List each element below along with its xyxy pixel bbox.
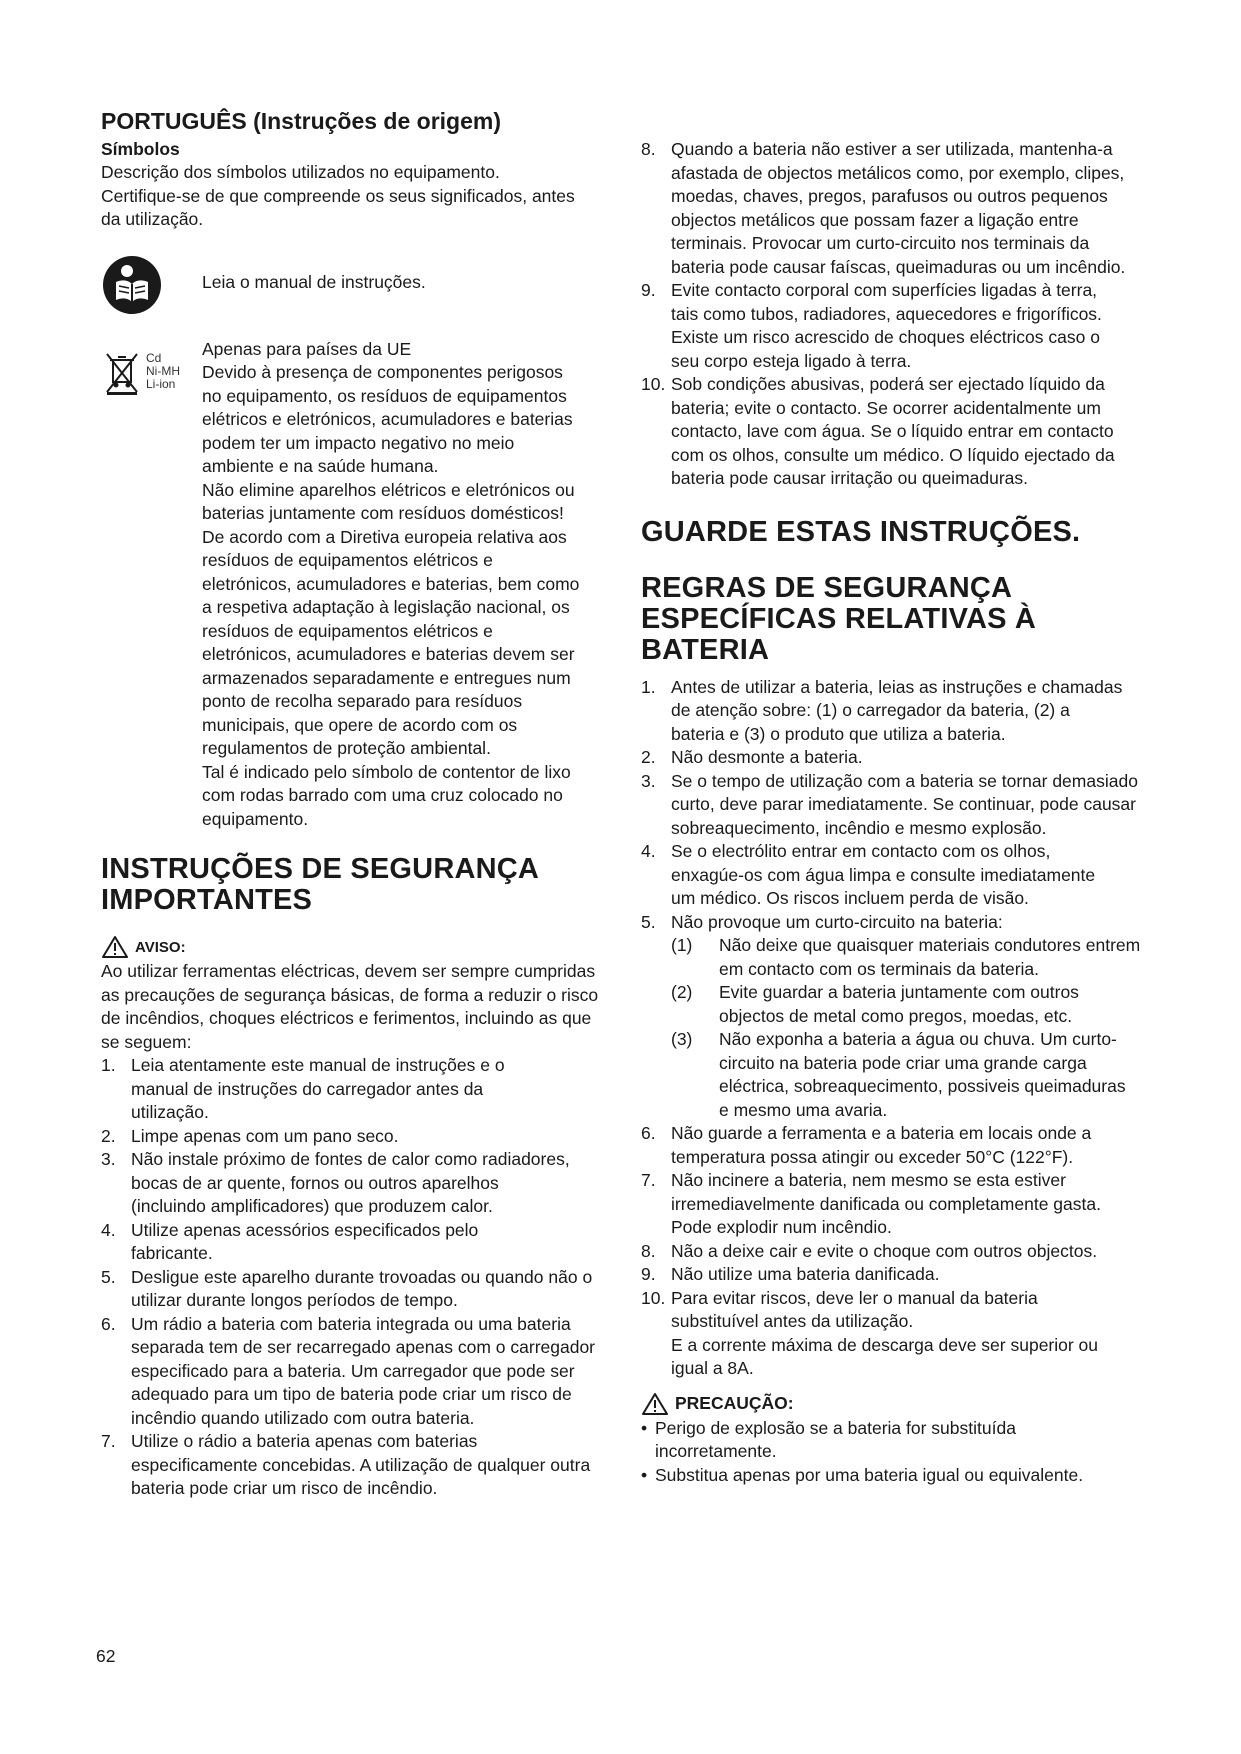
weee-label-cd: Cd <box>146 350 162 365</box>
symbols-title: Símbolos <box>101 139 180 159</box>
warning-triangle-icon <box>641 1392 669 1416</box>
manual-symbol-text: Leia o manual de instruções. <box>202 271 426 292</box>
list-item: 9. Evite contacto corporal com superfícies ligadas à terra, tais como tubos, radiadores, aquecedores e frigoríficos. Existe um risco acrescido de choques eléctricos caso o seu corpo esteja ligado à terra. <box>641 280 1102 371</box>
list-item: 6. Um rádio a bateria com bateria integrada ou uma bateria separada tem de ser recarregado apenas com o carregador especificado para a bateria. Um carregador que pode ser adequado para um tipo de bateria pode criar um risco de incêndio quando utilizado com outra bateria. <box>101 1313 596 1428</box>
crossed-bin-icon <box>101 348 186 398</box>
manual-symbol-row <box>101 259 601 321</box>
warning-intro: Ao utilizar ferramentas eléctricas, devem ser sempre cumpridas as precauções de segurança básicas, de forma a reduzir o risco de incêndios, choques eléctricos e ferimentos, incluindo as que se seguem: <box>101 961 599 1052</box>
weee-label-liion: Li-ion <box>146 376 176 391</box>
list-item: 7. Não incinere a bateria, nem mesmo se esta estiver irremediavelmente danificada ou completamente gasta. Pode explodir num incêndio. <box>641 1170 1101 1237</box>
list-item: 4. Utilize apenas acessórios especificados pelo fabricante. <box>101 1219 479 1263</box>
list-item: 10. Para evitar riscos, deve ler o manual da bateria substituível antes da utilização. E a corrente máxima de descarga deve ser superior ou igual a 8A. <box>641 1287 1146 1381</box>
caution-bullet: • Perigo de explosão se a bateria for substituída incorretamente. <box>641 1417 1016 1461</box>
warning-triangle-icon <box>101 935 129 959</box>
list-item: (2) Evite guardar a bateria juntamente com outros objectos de metal como pregos, moedas, etc. <box>671 982 1079 1026</box>
list-item: 3. Não instale próximo de fontes de calor como radiadores, bocas de ar quente, fornos ou outros aparelhos (incluindo amplificadores) que produzem calor. <box>101 1149 570 1216</box>
list-item: 2. Limpe apenas com um pano seco. <box>101 1125 399 1146</box>
list-item: 9. Não utilize uma bateria danificada. <box>641 1264 940 1284</box>
warning-header <box>101 934 601 960</box>
weee-paragraph: Tal é indicado pelo símbolo de contentor de lixo com rodas barrado com uma cruz colocado no equipamento. <box>202 761 571 829</box>
list-item: (3) Não exponha a bateria a água ou chuva. Um curto-circuito na bateria pode criar uma grande carga eléctrica, sobreaquecimento, possiveis queimaduras e mesmo uma avaria. <box>671 1029 1126 1120</box>
warning-label: AVISO: <box>135 938 186 956</box>
read-manual-icon <box>101 254 163 321</box>
battery-list-continued <box>641 1122 1146 1381</box>
list-item: 3. Se o tempo de utilização com a bateria se tornar demasiado curto, deve parar imediatamente. Se continuar, pode causar sobreaquecimento, incêndio e mesmo explosão. <box>641 770 1138 838</box>
list-item: 6. Não guarde a ferramenta e a bateria em locais onde a temperatura possa atingir ou exceder 50°C (122°F). <box>641 1123 1092 1167</box>
left-column <box>101 107 601 1501</box>
caution-bullet: • Substitua apenas por uma bateria igual ou equivalente. <box>641 1464 1146 1488</box>
language-title: PORTUGUÊS (Instruções de origem) <box>101 108 502 134</box>
bullet-mark: • <box>641 1464 648 1485</box>
page-number: 62 <box>96 1646 116 1666</box>
list-item: 10. Sob condições abusivas, poderá ser ejectado líquido da bateria; evite o contacto. Se ocorrer acidentalmente um contacto, lave com água. Se o líquido entrar em contacto com os olhos, consulte um médico. O líquido ejectado da bateria pode causar irritação ou queimaduras. <box>641 374 1115 488</box>
battery-sublist <box>641 934 1146 1122</box>
safety-heading: INSTRUÇÕES DE SEGURANÇA IMPORTANTES <box>101 853 538 916</box>
list-item: 5. Não provoque um curto-circuito na bateria: <box>641 911 1003 932</box>
right-column <box>641 138 1146 1487</box>
symbols-intro: Descrição dos símbolos utilizados no equipamento. Certifique-se de que compreende os seus significados, antes da utilização. <box>101 162 575 229</box>
list-item: 8. Não a deixe cair e evite o choque com outros objectos. <box>641 1240 1098 1261</box>
list-item: 1. Antes de utilizar a bateria, leias as instruções e chamadas de atenção sobre: (1) o carregador da bateria, (2) a bateria e (3) o produto que utiliza a bateria. <box>641 676 1123 744</box>
save-instructions-heading: GUARDE ESTAS INSTRUÇÕES. <box>641 515 1081 548</box>
weee-heading: Apenas para países da UE <box>202 338 412 359</box>
list-item: (1) Não deixe que quaisquer materiais condutores entrem em contacto com os terminais da bateria. <box>671 935 1141 979</box>
safety-list-left <box>101 1054 601 1501</box>
list-item: 2. Não desmonte a bateria. <box>641 747 863 767</box>
weee-paragraph: Devido à presença de componentes perigosos no equipamento, os resíduos de equipamentos elétricos e eletrónicos, acumuladores e baterias podem ter um impacto negativo no meio ambiente e na saúde humana. <box>202 362 573 476</box>
list-item: 4. Se o electrólito entrar em contacto com os olhos, enxagúe-os com água limpa e consulte imediatamente um médico. Os riscos incluem perda de visão. <box>641 841 1096 908</box>
battery-rules-heading: REGRAS DE SEGURANÇA ESPECÍFICAS RELATIVAS À BATERIA <box>641 571 1037 666</box>
battery-list <box>641 676 1146 935</box>
weee-label-nimh: Ni-MH <box>146 363 180 378</box>
list-item: 8. Quando a bateria não estiver a ser utilizada, mantenha-a afastada de objectos metálicos como, por exemplo, clipes, moedas, chaves, pregos, parafusos ou outros pequenos objectos metálicos que possam fazer a ligação entre terminais. Provocar um curto-circuito nos terminais da bateria pode causar faíscas, queimaduras ou um incêndio. <box>641 139 1126 277</box>
safety-list-right <box>641 138 1146 491</box>
bullet-mark: • <box>641 1417 648 1438</box>
caution-label: PRECAUÇÃO: <box>675 1393 794 1413</box>
list-item: 5. Desligue este aparelho durante trovoadas ou quando não o utilizar durante longos períodos de tempo. <box>101 1266 593 1310</box>
weee-paragraph: De acordo com a Diretiva europeia relativa aos resíduos de equipamentos elétricos e eletrónicos, acumuladores e baterias, bem como a respetiva adaptação à legislação nacional, os resíduos de equipamentos elétricos e eletrónicos, acumuladores e baterias devem ser armazenados separadamente e entregues num ponto de recolha separado para resíduos municipais, que opere de acordo com os regulamentos de proteção ambiental. <box>202 526 580 758</box>
list-item: 7. Utilize o rádio a bateria apenas com baterias especificamente concebidas. A utilização de qualquer outra bateria pode criar um risco de incêndio. <box>101 1431 591 1498</box>
caution-header <box>641 1391 1146 1417</box>
weee-paragraph: Não elimine aparelhos elétricos e eletrónicos ou baterias juntamente com resíduos domésticos! <box>202 479 575 523</box>
weee-symbol-row <box>101 338 601 832</box>
max-current-note: E a corrente máxima de descarga deve ser superior ou igual a 8A. <box>671 1334 1099 1378</box>
list-item: 1. Leia atentamente este manual de instruções e o manual de instruções do carregador antes da utilização. <box>101 1055 505 1122</box>
